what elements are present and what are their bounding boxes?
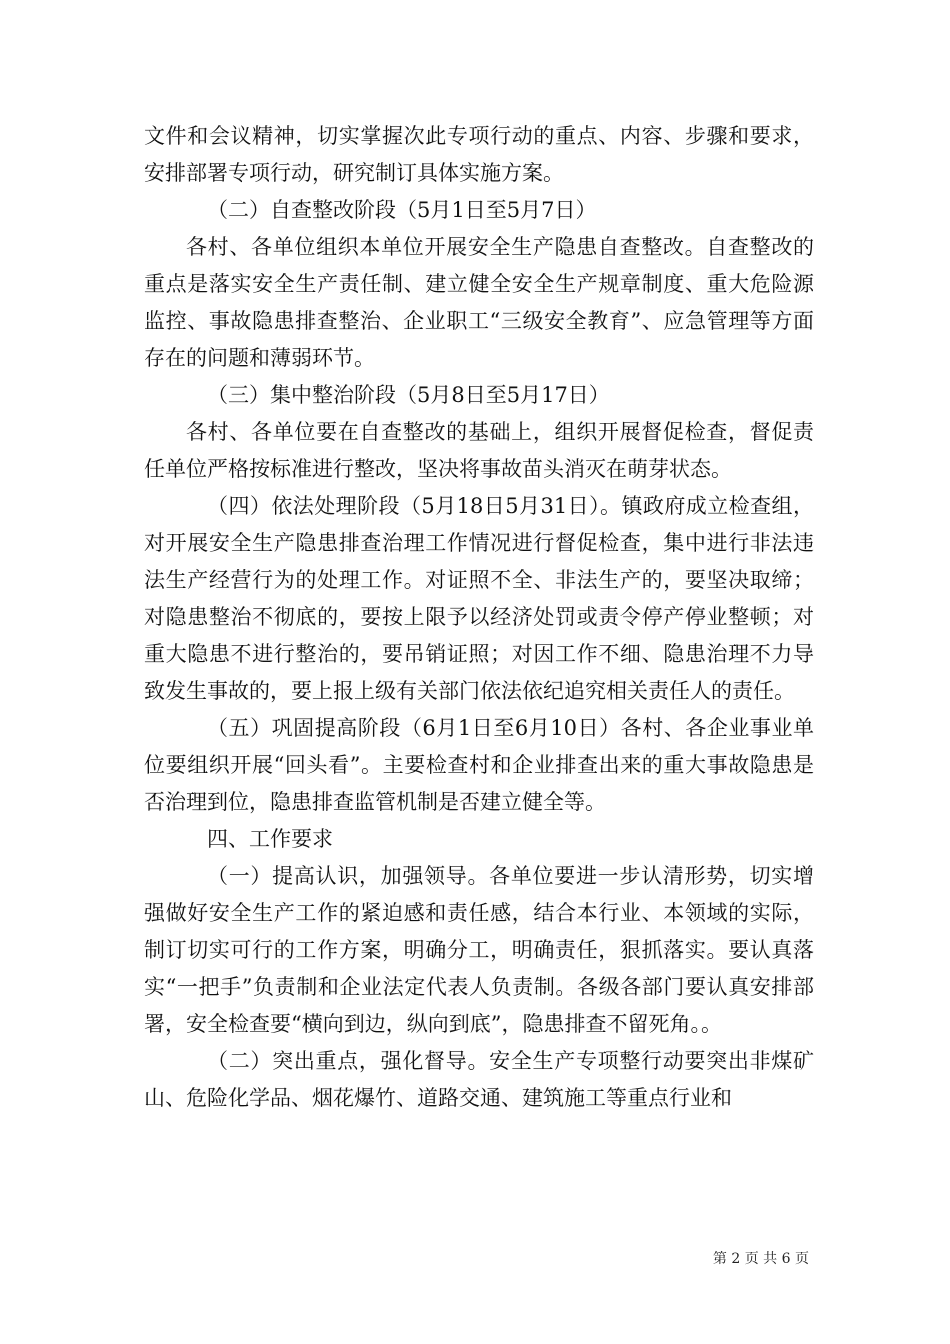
paragraph-highlight-priorities: （二）突出重点，强化督导。安全生产专项整行动要突出非煤矿山、危险化学品、烟花爆竹、道路交通、建筑施工等重点行业和 [144,1049,814,1110]
paragraph-legal-handling: （四）依法处理阶段（5月18日5月31日）。镇政府成立检查组，对开展安全生产隐患排查治理工作情况进行督促检查，集中进行非法违法生产经营行为的处理工作。对证照不全、非法生产的，要坚决取缔；对隐患整治不彻底的，要按上限予以经济处罚或责令停产停业整顿；对重大隐患不进行整治的，要吊销证照；对因工作不细、隐患治理不力导致发生事故的，要上报上级有关部门依法依纪追究相关责任人的责任。 [144,494,814,703]
document-body [144,118,814,1117]
paragraph-self-inspection: 各村、各单位组织本单位开展安全生产隐患自查整改。自查整改的重点是落实安全生产责任制、建立健全安全生产规章制度、重大危险源监控、事故隐患排查整治、企业职工“三级安全教育”、应急管理等方面存在的问题和薄弱环节。 [144,235,814,370]
paragraph-continuation: 文件和会议精神，切实掌握次此专项行动的重点、内容、步骤和要求，安排部署专项行动，研究制订具体实施方案。 [144,124,814,185]
paragraph-consolidation: （五）巩固提高阶段（6月1日至6月10日）各村、各企业事业单位要组织开展“回头看”。主要检查村和企业排查出来的重大事故隐患是否治理到位，隐患排查监管机制是否建立健全等。 [144,716,814,814]
section-heading-self-inspection: （二）自查整改阶段（5月1日至5月7日） [207,198,597,222]
section-heading-concentrated-rectification: （三）集中整治阶段（5月8日至5月17日） [207,383,610,407]
section-heading-work-requirements: 四、工作要求 [207,827,333,851]
paragraph-raise-awareness: （一）提高认识，加强领导。各单位要进一步认清形势，切实增强做好安全生产工作的紧迫感和责任感，结合本行业、本领域的实际，制订切实可行的工作方案，明确分工，明确责任，狠抓落实。要认真落实“一把手”负责制和企业法定代表人负责制。各级各部门要认真安排部署，安全检查要“横向到边，纵向到底”，隐患排查不留死角。。 [144,864,814,1036]
paragraph-concentrated-rectification: 各村、各单位要在自查整改的基础上，组织开展督促检查，督促责任单位严格按标准进行整改，坚决将事故苗头消灭在萌芽状态。 [144,420,814,481]
page-number: 第 2 页 共 6 页 [712,1251,809,1267]
